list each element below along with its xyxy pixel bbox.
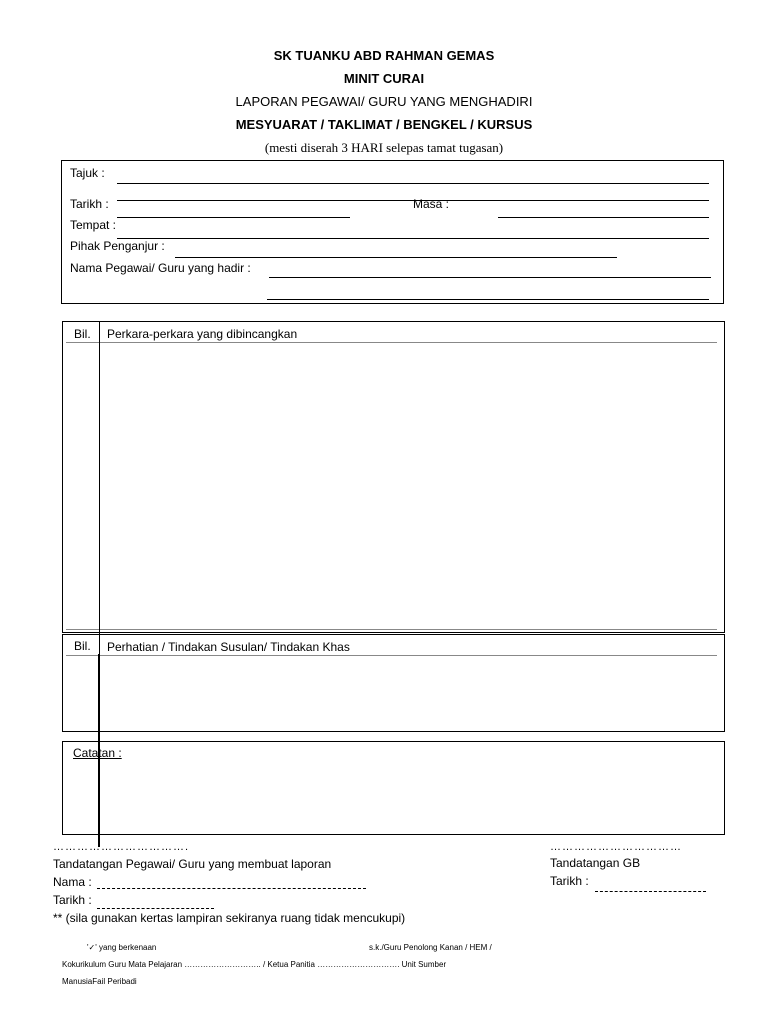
footer-copy-line-2: Kokurikulum Guru Mata Pelajaran ……………………….. / Ketua Panitia …………………………. Unit Sumber [62, 960, 447, 969]
signature-dots-left: ……………………………. [53, 841, 190, 853]
tempat-label: Tempat : [70, 218, 117, 232]
masa-label: Masa : [413, 197, 450, 211]
school-name: SK TUANKU ABD RAHMAN GEMAS [273, 48, 495, 63]
bil-header-2: Bil. [74, 639, 91, 653]
masa-line[interactable] [498, 217, 709, 218]
nama-hadir-line-2[interactable] [267, 299, 709, 300]
bil-column-divider-extended [98, 654, 100, 847]
footnote: ** (sila gunakan kertas lampiran sekiranya ruang tidak mencukupi) [53, 911, 406, 925]
gb-signature-label: Tandatangan GB [550, 856, 641, 870]
footer-copy-to: s.k./Guru Penolong Kanan / HEM / [369, 943, 492, 952]
report-line: LAPORAN PEGAWAI/ GURU YANG MENGHADIRI [235, 94, 533, 109]
tarikh-gb-line[interactable] [595, 891, 706, 892]
discussion-table [62, 321, 725, 633]
submission-note: (mesti diserah 3 HARI selepas tamat tugasan) [264, 140, 504, 155]
tarikh-pegawai-line[interactable] [97, 908, 214, 909]
footer-copy-line-3: ManusiaFail Peribadi [62, 977, 137, 986]
catatan-box [62, 741, 725, 835]
tajuk-line[interactable] [117, 183, 709, 184]
footer-tick-note: '✓' yang berkenaan [87, 943, 157, 952]
bil-column-divider [99, 322, 100, 654]
action-heading: Perhatian / Tindakan Susulan/ Tindakan Khas [107, 640, 350, 654]
tarikh-line[interactable] [117, 217, 350, 218]
tempat-line[interactable] [117, 238, 709, 239]
discussion-heading: Perkara-perkara yang dibincangkan [107, 327, 298, 341]
tarikh-label: Tarikh : [70, 197, 109, 211]
event-types: MESYUARAT / TAKLIMAT / BENGKEL / KURSUS [235, 117, 533, 132]
signature-dots-right: …………………………… [550, 841, 682, 853]
tajuk-label: Tajuk : [70, 166, 105, 180]
tarikh-gb-label: Tarikh : [550, 874, 589, 888]
bil-header-1: Bil. [74, 327, 91, 341]
pegawai-signature-label: Tandatangan Pegawai/ Guru yang membuat laporan [53, 857, 332, 871]
pihak-penganjur-line[interactable] [175, 257, 617, 258]
document-title: MINIT CURAI [343, 71, 425, 86]
nama-hadir-label: Nama Pegawai/ Guru yang hadir : [70, 261, 251, 275]
pihak-penganjur-label: Pihak Penganjur : [70, 239, 165, 253]
table1-bottom-rule [66, 629, 717, 630]
table2-header-divider [66, 655, 717, 656]
info-box [61, 160, 724, 304]
tarikh-pegawai-label: Tarikh : [53, 893, 92, 907]
nama-hadir-line-1[interactable] [269, 277, 711, 278]
nama-line[interactable] [97, 888, 366, 889]
nama-label: Nama : [53, 875, 92, 889]
catatan-label: Catatan : [73, 746, 122, 760]
table1-header-divider [66, 342, 717, 343]
